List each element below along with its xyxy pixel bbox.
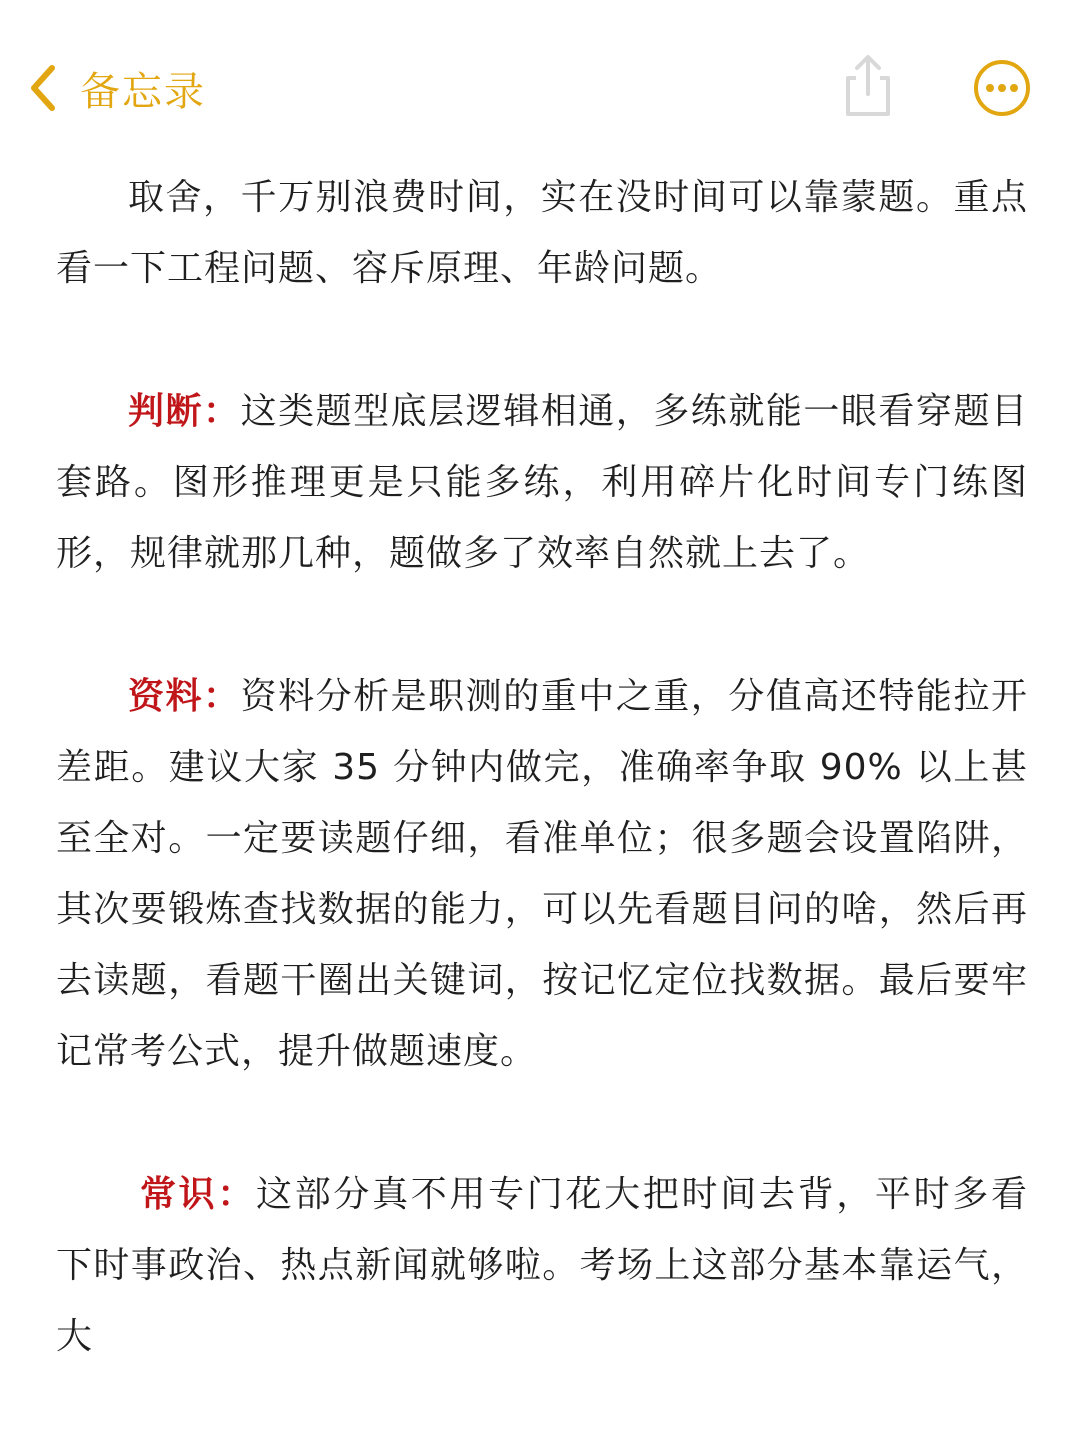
section-text-judgment: 这类题型底层逻辑相通，多练就能一眼看穿题目套路。图形推理更是只能多练，利用碎片化时间专门练图形，规律就那几种，题做多了效率自然就上去了。 [56,391,1028,574]
share-button[interactable] [836,52,900,120]
section-label-data: 资料： [128,676,241,717]
paragraph-gap [56,1087,1028,1159]
navigation-bar [0,0,1080,150]
more-button[interactable] [972,58,1032,118]
section-label-common-sense: 常识： [140,1174,257,1215]
back-label: 备忘录 [80,68,206,115]
back-button[interactable] [28,56,206,120]
section-text-data: 资料分析是职测的重中之重，分值高还特能拉开差距。建议大家 35 分钟内做完，准确率争取 90% 以上甚至全对。一定要读题仔细，看准单位；很多题会设置陷阱，其次要锻炼查找数据的能力，可以先看题目问的啥，然后再去读题，看题干圈出关键词，按记忆定位找数据。最后要牢记常考公式，提升做题速度。 [56,676,1028,1072]
section-label-judgment: 判断： [128,391,241,432]
share-icon [836,105,900,124]
more-icon [972,103,1032,122]
intro-paragraph: 取舍，千万别浪费时间，实在没时间可以靠蒙题。重点看一下工程问题、容斥原理、年龄问题。 [56,177,1028,289]
section-data [56,661,1028,1087]
paragraph-gap [56,589,1028,661]
section-judgment [56,376,1028,589]
section-common-sense [56,1159,1028,1372]
chevron-left-icon [28,64,58,112]
section-text-common-sense: 这部分真不用专门花大把时间去背，平时多看下时事政治、热点新闻就够啦。考场上这部分基本靠运气，大 [56,1174,1028,1357]
note-body[interactable] [56,162,1028,1372]
